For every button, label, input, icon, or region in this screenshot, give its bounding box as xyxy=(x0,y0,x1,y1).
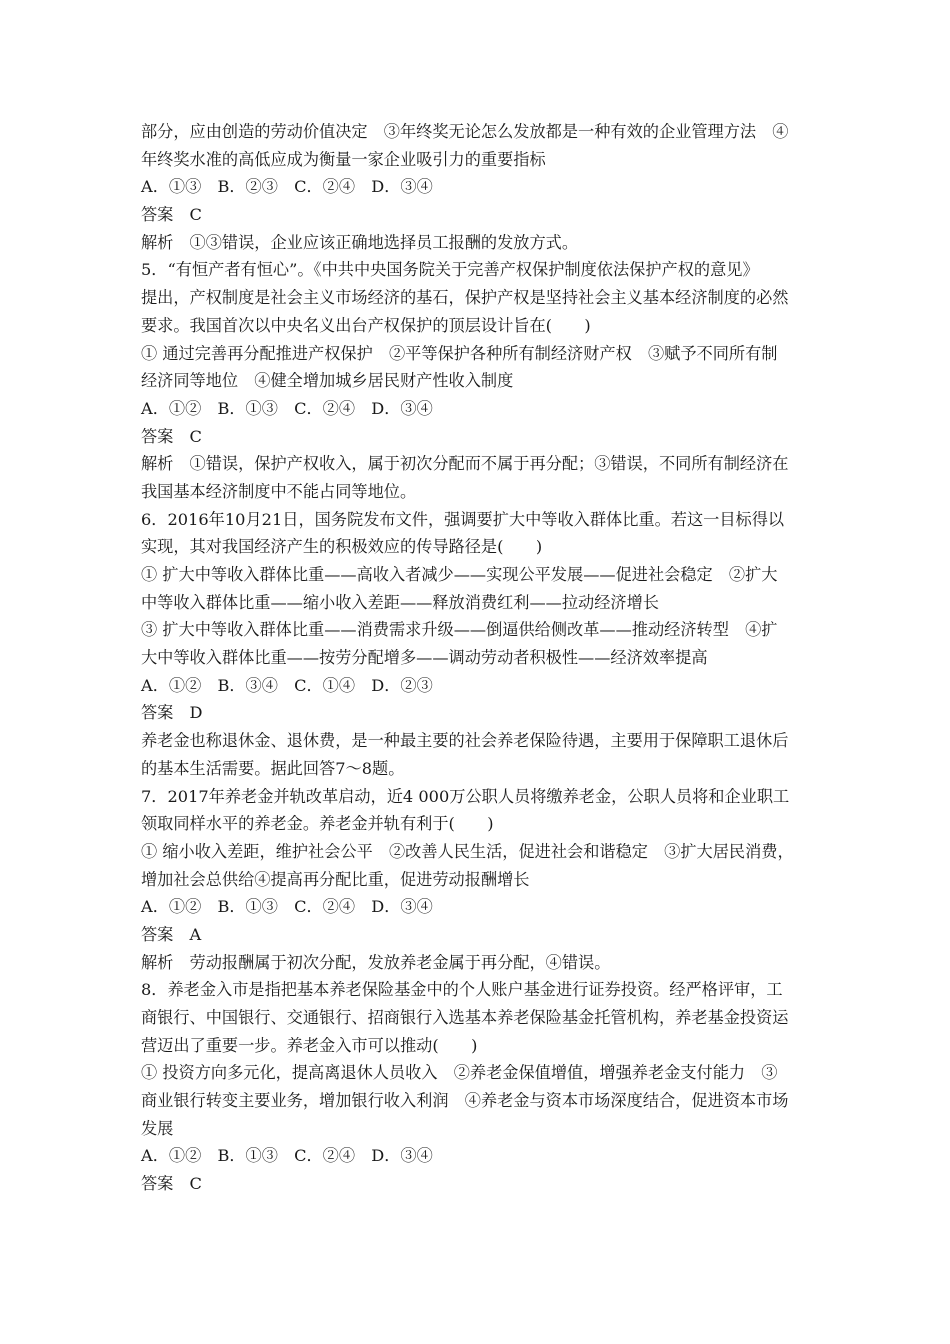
question-6-options: 中等收入群体比重——缩小收入差距——释放消费红利——拉动经济增长 xyxy=(141,592,659,612)
question-5-text: 5．“有恒产者有恒心”。《中共中央国务院关于完善产权保护制度依法保护产权的意见》 xyxy=(141,260,759,280)
passage-text: 的基本生活需要。据此回答7～8题。 xyxy=(141,758,405,778)
answer-line: 答案 A xyxy=(141,924,202,944)
text-line: 部分，应由创造的劳动价值决定 ③年终奖无论怎么发放都是一种有效的企业管理方法 ④ xyxy=(141,122,789,141)
answer-choices: A．①③ B．②③ C．②④ D．③④ xyxy=(141,177,433,197)
answer-choices: A．①② B．①③ C．②④ D．③④ xyxy=(141,1146,433,1166)
explanation-line: 解析 ①错误，保护产权收入，属于初次分配而不属于再分配；③错误，不同所有制经济在 xyxy=(141,454,789,474)
question-7-options: ① 缩小收入差距，维护社会公平 ②改善人民生活，促进社会和谐稳定 ③扩大居民消费， xyxy=(141,841,794,861)
explanation-line: 我国基本经济制度中不能占同等地位。 xyxy=(141,481,417,501)
answer-line: 答案 C xyxy=(141,1174,202,1194)
answer-choices: A．①② B．③④ C．①④ D．②③ xyxy=(141,675,433,695)
question-5-text: 提出，产权制度是社会主义市场经济的基石，保护产权是坚持社会主义基本经济制度的必然 xyxy=(141,288,789,308)
explanation-line: 解析 ①③错误，企业应该正确地选择员工报酬的发放方式。 xyxy=(141,232,579,252)
question-6-options: 大中等收入群体比重——按劳分配增多——调动劳动者积极性——经济效率提高 xyxy=(141,648,708,668)
question-5-text: 要求。我国首次以中央名义出台产权保护的顶层设计旨在( ) xyxy=(141,315,591,335)
answer-line: 答案 D xyxy=(141,703,203,723)
question-7-text: 7．2017年养老金并轨改革启动，近4 000万公职人员将缴养老金，公职人员将和企业职工 xyxy=(141,786,790,806)
answer-choices: A．①② B．①③ C．②④ D．③④ xyxy=(141,398,433,418)
question-6-options: ① 扩大中等收入群体比重——高收入者减少——实现公平发展——促进社会稳定 ②扩大 xyxy=(141,565,778,584)
question-7-options: 增加社会总供给④提高再分配比重，促进劳动报酬增长 xyxy=(141,869,530,889)
document-page xyxy=(141,118,821,1198)
answer-line: 答案 C xyxy=(141,205,202,225)
question-8-options: 发展 xyxy=(141,1118,174,1138)
question-6-options: ③ 扩大中等收入群体比重——消费需求升级——倒逼供给侧改革——推动经济转型 ④扩 xyxy=(141,620,778,640)
passage-text: 养老金也称退休金、退休费，是一种最主要的社会养老保险待遇，主要用于保障职工退休后 xyxy=(141,731,789,751)
question-8-options: 商业银行转变主要业务，增加银行收入利润 ④养老金与资本市场深度结合，促进资本市场 xyxy=(141,1091,789,1111)
question-5-options: 经济同等地位 ④健全增加城乡居民财产性收入制度 xyxy=(141,371,514,391)
answer-choices: A．①② B．①③ C．②④ D．③④ xyxy=(141,897,433,917)
question-7-text: 领取同样水平的养老金。养老金并轨有利于( ) xyxy=(141,814,494,834)
question-6-text: 6．2016年10月21日，国务院发布文件，强调要扩大中等收入群体比重。若这一目标得以 xyxy=(141,509,785,529)
question-8-text: 8．养老金入市是指把基本养老保险基金中的个人账户基金进行证券投资。经严格评审，工 xyxy=(141,980,783,1000)
answer-line: 答案 C xyxy=(141,426,202,446)
question-5-options: ① 通过完善再分配推进产权保护 ②平等保护各种所有制经济财产权 ③赋予不同所有制 xyxy=(141,343,778,363)
question-6-text: 实现，其对我国经济产生的积极效应的传导路径是( ) xyxy=(141,537,543,557)
question-8-text: 营迈出了重要一步。养老金入市可以推动( ) xyxy=(141,1035,478,1055)
explanation-line: 解析 劳动报酬属于初次分配，发放养老金属于再分配，④错误。 xyxy=(141,952,611,972)
question-8-text: 商银行、中国银行、交通银行、招商银行入选基本养老保险基金托管机构，养老基金投资运 xyxy=(141,1008,789,1027)
text-line: 年终奖水准的高低应成为衡量一家企业吸引力的重要指标 xyxy=(141,149,546,169)
question-8-options: ① 投资方向多元化，提高离退休人员收入 ②养老金保值增值，增强养老金支付能力 ③ xyxy=(141,1063,778,1083)
